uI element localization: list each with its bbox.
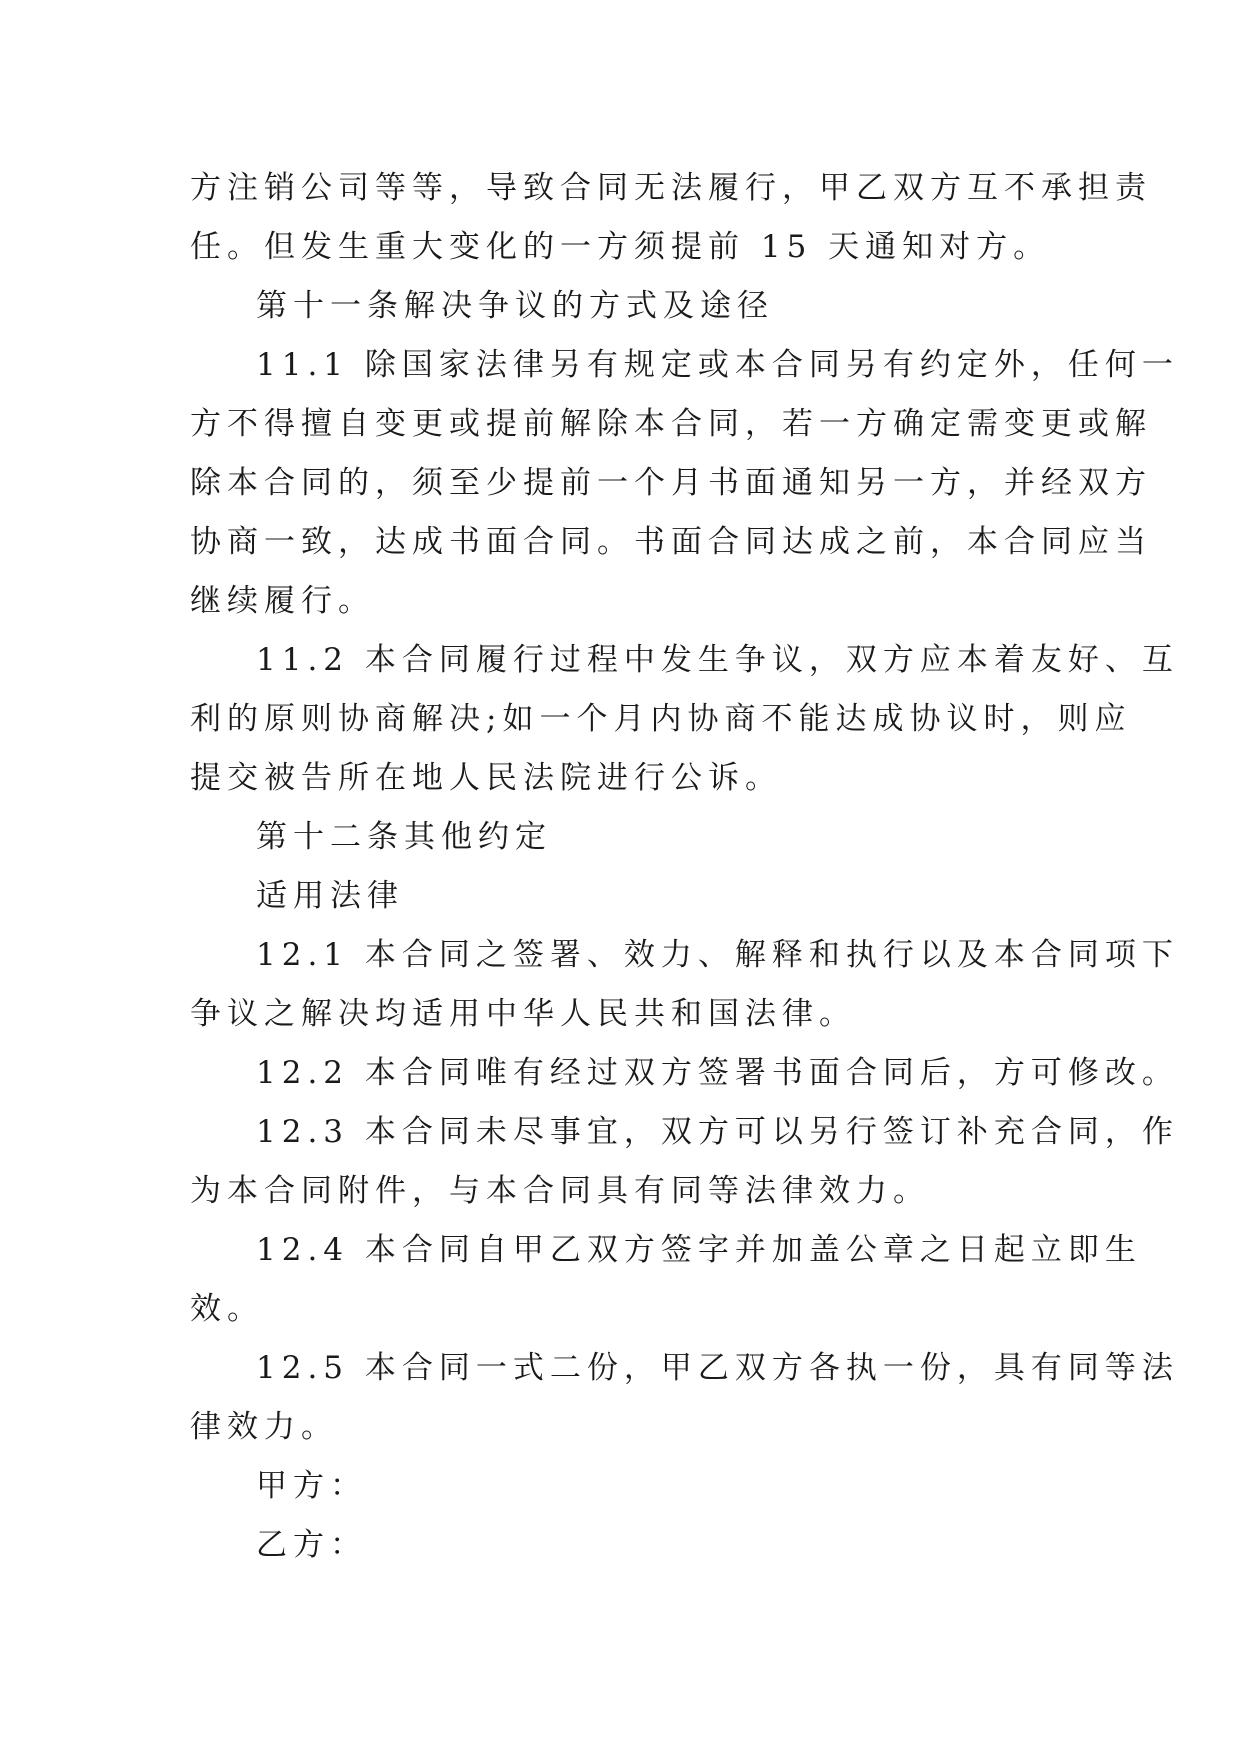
party-a-signature-label: 甲方： bbox=[256, 1468, 367, 1504]
text-line: 提交被告所在地人民法院进行公诉。 bbox=[190, 760, 782, 796]
text-line: 利的原则协商解决;如一个月内协商不能达成协议时，则应 bbox=[190, 701, 1132, 737]
subheading-applicable-law: 适用法律 bbox=[256, 878, 404, 914]
clause-12-1: 12.1 本合同之签署、效力、解释和执行以及本合同项下 bbox=[256, 937, 1179, 973]
clause-11-2: 11.2 本合同履行过程中发生争议，双方应本着友好、互 bbox=[256, 642, 1179, 678]
text-line: 任。但发生重大变化的一方须提前 15 天通知对方。 bbox=[190, 229, 1051, 265]
text-line: 方注销公司等等，导致合同无法履行，甲乙双方互不承担责 bbox=[190, 170, 1152, 206]
clause-12-4: 12.4 本合同自甲乙双方签字并加盖公章之日起立即生 bbox=[256, 1232, 1142, 1268]
text-line: 为本合同附件，与本合同具有同等法律效力。 bbox=[190, 1173, 930, 1209]
text-line: 继续履行。 bbox=[190, 583, 375, 619]
clause-12-3: 12.3 本合同未尽事宜，双方可以另行签订补充合同，作 bbox=[256, 1114, 1179, 1150]
text-line: 争议之解决均适用中华人民共和国法律。 bbox=[190, 996, 856, 1032]
party-b-signature-label: 乙方： bbox=[256, 1527, 367, 1563]
text-line: 效。 bbox=[190, 1291, 264, 1327]
text-line: 除本合同的，须至少提前一个月书面通知另一方，并经双方 bbox=[190, 465, 1152, 501]
clause-12-5: 12.5 本合同一式二份，甲乙双方各执一份，具有同等法 bbox=[256, 1350, 1179, 1386]
clause-11-1: 11.1 除国家法律另有规定或本合同另有约定外，任何一 bbox=[256, 347, 1179, 383]
clause-12-2: 12.2 本合同唯有经过双方签署书面合同后，方可修改。 bbox=[256, 1055, 1179, 1091]
section-heading-11: 第十一条解决争议的方式及途径 bbox=[256, 288, 774, 324]
section-heading-12: 第十二条其他约定 bbox=[256, 819, 552, 855]
text-line: 协商一致，达成书面合同。书面合同达成之前，本合同应当 bbox=[190, 524, 1152, 560]
text-line: 方不得擅自变更或提前解除本合同，若一方确定需变更或解 bbox=[190, 406, 1152, 442]
text-line: 律效力。 bbox=[190, 1409, 338, 1445]
